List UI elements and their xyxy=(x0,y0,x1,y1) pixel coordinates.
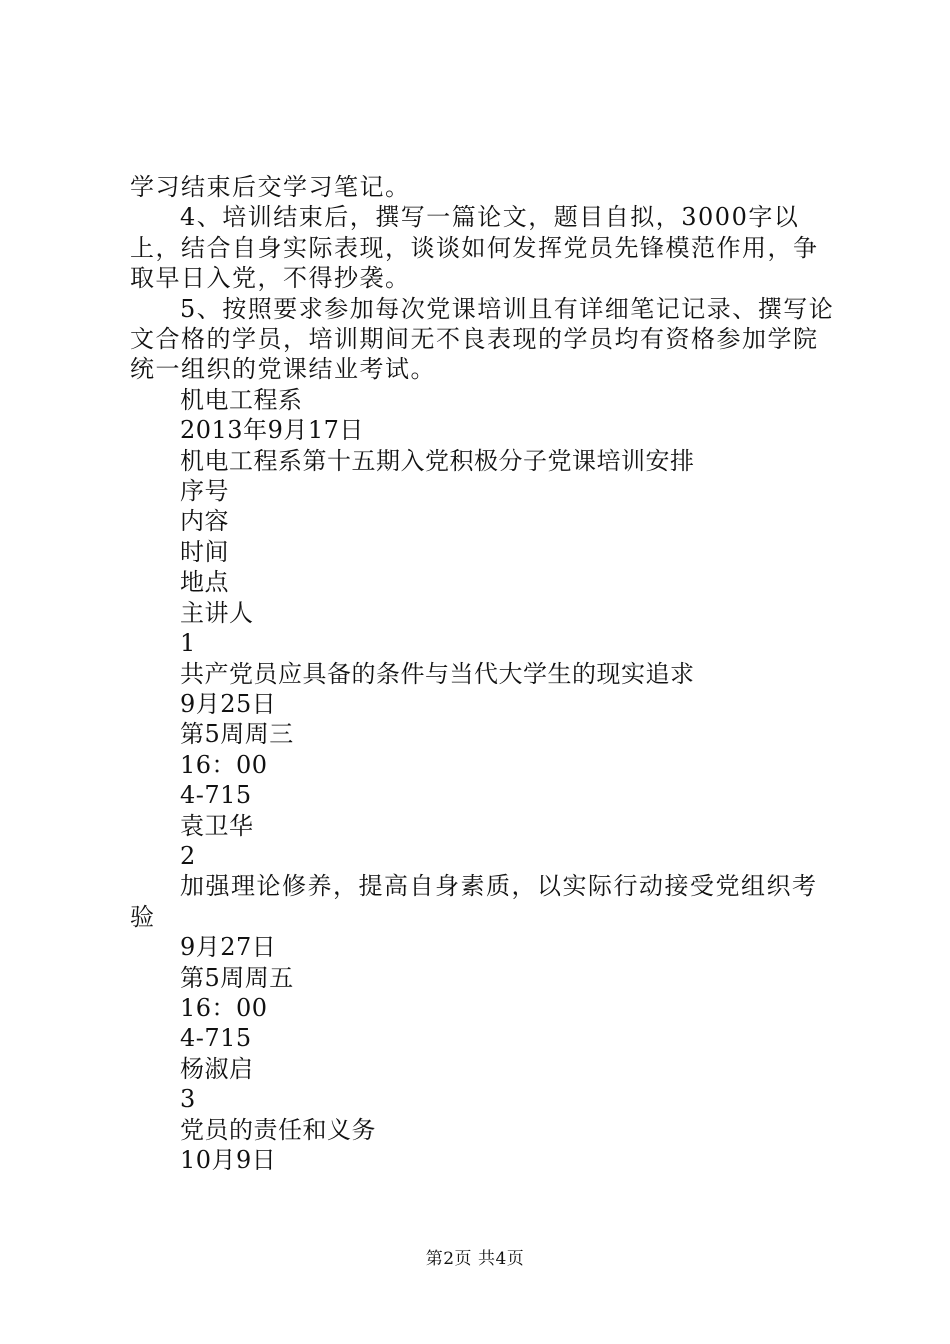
row-1-speaker: 袁卫华 xyxy=(180,811,254,840)
paragraph-continuation: 学习结束后交学习笔记。 xyxy=(130,173,411,201)
row-1-no: 1 xyxy=(180,629,196,658)
row-1-week: 第5周周三 xyxy=(180,720,294,749)
page-footer: 第2页 共4页 xyxy=(425,1249,525,1269)
row-2-date: 9月27日 xyxy=(180,933,277,962)
table-header-no: 序号 xyxy=(180,477,229,506)
row-3-date: 10月9日 xyxy=(180,1146,277,1174)
table-header-speaker: 主讲人 xyxy=(180,598,254,627)
row-2-content: 加强理论修养，提高自身素质，以实际行动接受党组织考验 xyxy=(130,872,818,931)
paragraph-item-4: 4、培训结束后，撰写一篇论文，题目自拟，3000字以上，结合自身实际表现，谈谈如何发挥党员先锋模范作用，争取早日入党，不得抄袭。 xyxy=(130,203,819,293)
row-1-content: 共产党员应具备的条件与当代大学生的现实追求 xyxy=(180,659,695,688)
row-2-time: 16：00 xyxy=(180,993,268,1022)
row-2-no: 2 xyxy=(180,841,196,870)
row-3-content: 党员的责任和义务 xyxy=(180,1115,376,1144)
signature-department: 机电工程系 xyxy=(180,385,303,414)
row-2-place: 4-715 xyxy=(180,1024,252,1053)
table-header-content: 内容 xyxy=(180,507,229,536)
paragraph-item-5: 5、按照要求参加每次党课培训且有详细笔记记录、撰写论文合格的学员，培训期间无不良表现的学员均有资格参加学院统一组织的党课结业考试。 xyxy=(130,294,835,384)
row-2-speaker: 杨淑启 xyxy=(180,1054,254,1083)
row-2-week: 第5周周五 xyxy=(180,963,294,992)
document-body xyxy=(130,172,835,1175)
table-header-place: 地点 xyxy=(180,568,229,597)
table-header-time: 时间 xyxy=(180,537,229,566)
row-1-date: 9月25日 xyxy=(180,689,277,718)
schedule-title: 机电工程系第十五期入党积极分子党课培训安排 xyxy=(180,446,695,475)
row-1-place: 4-715 xyxy=(180,781,252,810)
signature-date: 2013年9月17日 xyxy=(180,416,364,445)
row-1-time: 16：00 xyxy=(180,750,268,779)
row-3-no: 3 xyxy=(180,1085,196,1114)
